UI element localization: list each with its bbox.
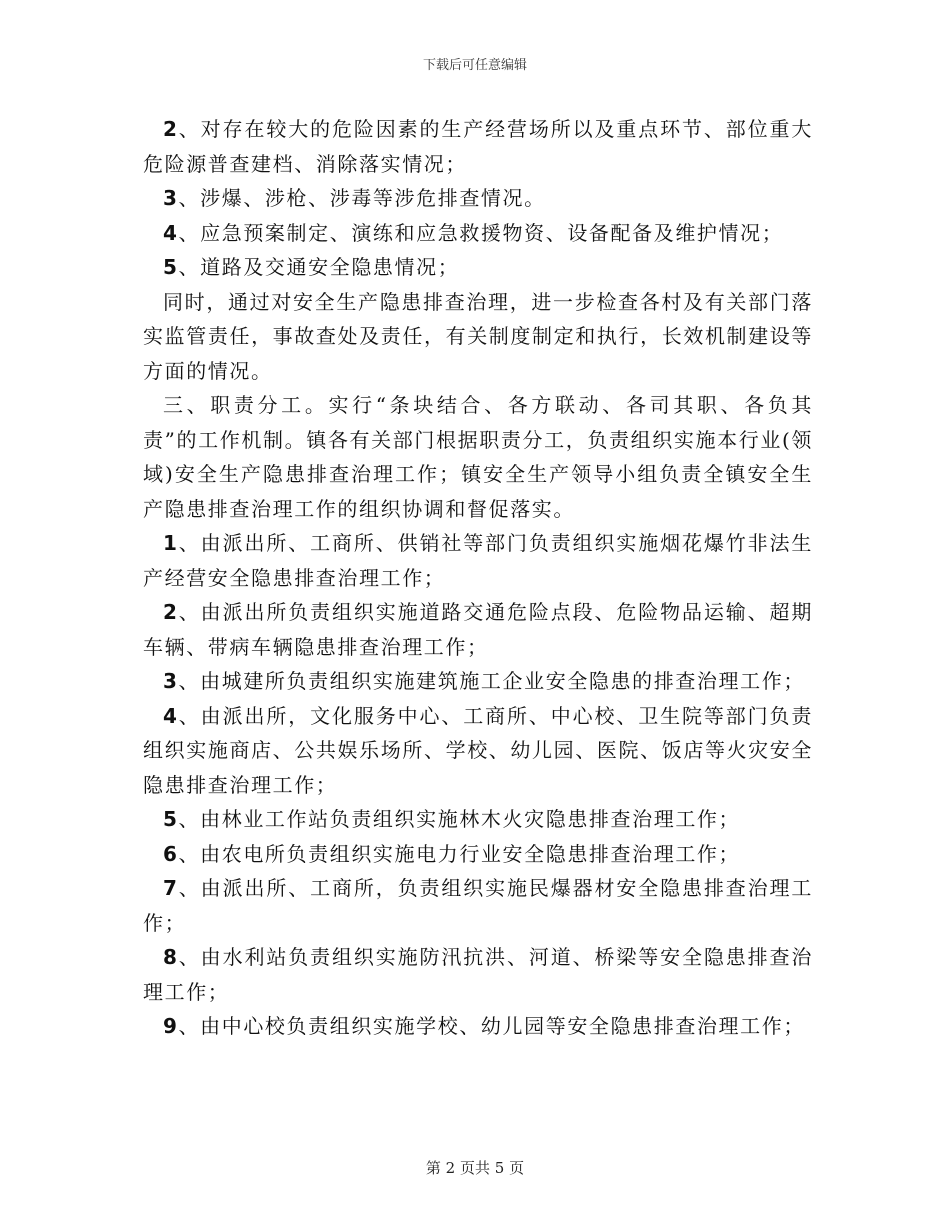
item-number: 4 — [163, 703, 179, 728]
list-item — [143, 940, 813, 1009]
item-number: 4 — [163, 220, 179, 245]
document-body — [143, 112, 813, 1044]
item-text: 、涉爆、涉枪、涉毒等涉危排查情况。 — [178, 186, 546, 210]
item-number: 2 — [163, 117, 179, 141]
item-text: 、由派出所、工商所，负责组织实施民爆器材安全隐患排查治理工作； — [143, 876, 813, 935]
item-number: 7 — [163, 876, 179, 900]
list-item — [143, 871, 813, 940]
list-item — [143, 250, 813, 285]
item-text: 、对存在较大的危险因素的生产经营场所以及重点环节、部位重大危险源普查建档、消除落实情况； — [143, 117, 813, 176]
paragraph — [143, 285, 813, 389]
section-paragraph — [143, 388, 813, 526]
list-item — [143, 526, 813, 595]
list-item — [143, 699, 813, 803]
item-text: 、由派出所、工商所、供销社等部门负责组织实施烟花爆竹非法生产经营安全隐患排查治理工作； — [143, 531, 813, 590]
list-item — [143, 1009, 813, 1044]
item-text: 、由林业工作站负责组织实施林木火灾隐患排查治理工作； — [178, 807, 741, 831]
list-item — [143, 216, 813, 251]
paragraph-text: 同时，通过对安全生产隐患排查治理，进一步检查各村及有关部门落实监管责任，事故查处及责任，有关制度制定和执行，长效机制建设等方面的情况。 — [143, 289, 813, 383]
item-text: 、由城建所负责组织实施建筑施工企业安全隐患的排查治理工作； — [178, 669, 805, 693]
list-item — [143, 112, 813, 181]
item-number: 5 — [163, 807, 179, 831]
list-item — [143, 837, 813, 872]
item-text: 、由农电所负责组织实施电力行业安全隐患排查治理工作； — [178, 841, 741, 866]
item-number: 6 — [163, 841, 179, 866]
item-text: 、由派出所，文化服务中心、工商所、中心校、卫生院等部门负责组织实施商店、公共娱乐场所、学校、幼儿园、医院、饭店等火灾安全隐患排查治理工作； — [143, 703, 813, 797]
item-number: 9 — [163, 1014, 179, 1038]
item-text: 、由派出所负责组织实施道路交通危险点段、危险物品运输、超期车辆、带病车辆隐患排查治理工作； — [143, 600, 813, 659]
item-text: 、道路及交通安全隐患情况； — [178, 255, 460, 279]
list-item — [143, 664, 813, 699]
item-number: 5 — [163, 255, 179, 279]
item-text: 、应急预案制定、演练和应急救援物资、设备配备及维护情况； — [178, 220, 784, 245]
page-footer: 第 2 页共 5 页 — [425, 1159, 525, 1177]
item-text: 、由水利站负责组织实施防汛抗洪、河道、桥梁等安全隐患排查治理工作； — [143, 945, 813, 1004]
page-header: 下载后可任意编辑 — [422, 58, 527, 73]
item-number: 2 — [163, 600, 179, 624]
item-number: 3 — [163, 186, 179, 210]
item-number: 8 — [163, 945, 179, 969]
list-item — [143, 595, 813, 664]
item-text: 、由中心校负责组织实施学校、幼儿园等安全隐患排查治理工作； — [178, 1014, 805, 1038]
list-item — [143, 802, 813, 837]
list-item — [143, 181, 813, 216]
item-number: 1 — [163, 531, 179, 555]
paragraph-text: 三、职责分工。实行“条块结合、各方联动、各司其职、各负其责”的工作机制。镇各有关部门根据职责分工，负责组织实施本行业(领域)安全生产隐患排查治理工作；镇安全生产领导小组负责全镇安全生产隐患排查治理工作的组织协调和督促落实。 — [143, 393, 813, 521]
item-number: 3 — [163, 669, 179, 693]
